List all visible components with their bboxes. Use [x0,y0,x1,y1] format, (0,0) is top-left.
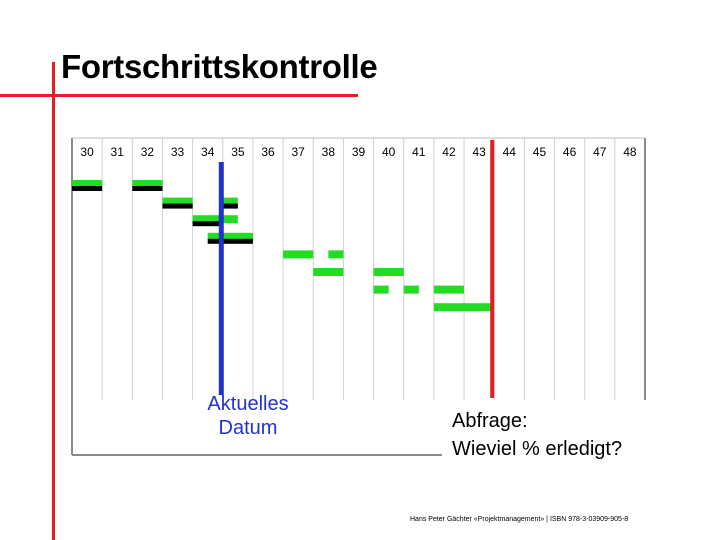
actual-bar [208,239,253,244]
query-label: Wieviel % erledigt? [452,438,623,460]
planned-bar [434,303,494,311]
week-label: 33 [170,145,185,159]
planned-bar [374,268,404,276]
actual-bar [193,221,223,226]
week-label: 39 [351,145,366,159]
planned-bar [434,286,464,294]
week-label: 42 [442,145,456,159]
actual-bar [162,204,192,209]
week-label: 46 [562,145,577,159]
planned-bar [283,250,313,258]
slide-title: Fortschrittskontrolle [61,48,378,85]
planned-bar [313,268,343,276]
current-date-label: Aktuelles [207,393,289,415]
week-label: 41 [412,145,426,159]
actual-bar [132,186,162,191]
week-label: 38 [321,145,336,159]
week-label: 32 [140,145,155,159]
week-label: 36 [261,145,275,159]
week-label: 34 [201,145,215,159]
actual-bar [223,204,238,209]
week-label: 43 [472,145,486,159]
week-label: 45 [532,145,547,159]
week-label: 35 [231,145,245,159]
planned-bar [328,250,343,258]
query-label: Abfrage: [452,410,528,432]
week-label: 47 [593,145,607,159]
planned-bar [374,286,389,294]
current-date-label: Datum [218,417,278,439]
planned-bar [404,286,419,294]
week-label: 37 [291,145,305,159]
footer-citation: Hans Peter Gächter «Projektmanagement» | ISBN 978-3-03909-905-8 [410,516,629,523]
week-label: 40 [381,145,396,159]
week-label: 48 [623,145,637,159]
week-label: 30 [80,145,94,159]
actual-bar [72,186,102,191]
week-label: 31 [110,145,124,159]
week-label: 44 [502,145,516,159]
